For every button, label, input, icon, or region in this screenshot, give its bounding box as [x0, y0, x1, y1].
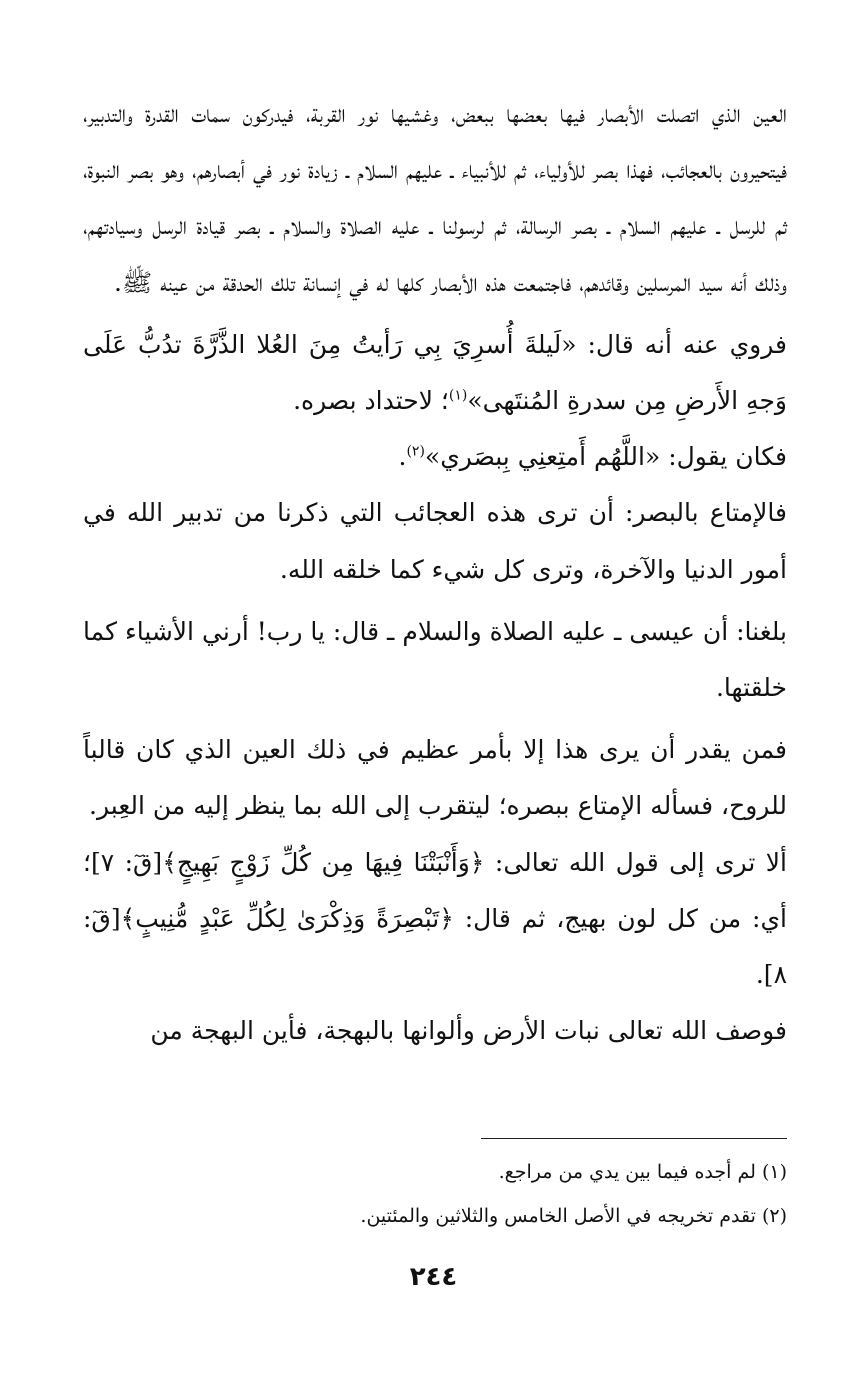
footnote-1-marker: (١) [761, 1161, 787, 1183]
footnote-2-text: تقدم تخريجه في الأصل الخامس والثلاثين والمئتين. [360, 1205, 756, 1227]
footnote-1 [83, 1150, 787, 1194]
footnote-ref-2: (٢) [406, 443, 425, 460]
paragraph-6: فمن يقدر أن يرى هذا إلا بأمر عظيم في ذلك العين الذي كان قالباً للروح، فسأله الإمتاع ببصره؛ ليتقرب إلى الله بما ينظر إليه من العِبر. [83, 735, 787, 821]
paragraph-1: العين الذي اتصلت الأبصار فيها بعضها ببعض، وغشيها نور القربة، فيدركون سمات القدرة والتدبير، فيتحيرون بالعجائب، فهذا بصر للأولياء، ثم للأنبياء ـ عليهم السلام ـ زيادة نور في أبصارهم، وهو بصر النبوة، ثم للرسل ـ عليهم السلام ـ بصر الرسالة، ثم لرسولنا ـ عليه الصلاة والسلام ـ بصر قيادة الرسل وسيادتهم، وذلك أنه سيد المرسلين وقائدهم، فاجتمعت هذه الأبصار كلها له في إنسانة تلك الحدقة من عينه ﷺ. [83, 99, 787, 297]
footnote-2-marker: (٢) [761, 1205, 787, 1227]
page-number: ٢٤٤ [409, 1262, 458, 1292]
main-text [83, 86, 787, 1059]
paragraph-7: ألا ترى إلى قول الله تعالى: ﴿وَأَنْبَتْنَا فِيهَا مِن كُلِّ زَوْجٍ بَهِيجٍ﴾[قٓ: ٧]؛ أي: من كل لون بهيج، ثم قال: ﴿تَبْصِرَةً وَذِكْرَىٰ لِكُلِّ عَبْدٍ مُّنِيبٍ﴾[قٓ: ٨]. [83, 847, 787, 990]
footnote-1-text: لم أجده فيما بين يدي من مراجع. [498, 1161, 756, 1183]
paragraph-8: فوصف الله تعالى نبات الأرض وألوانها بالبهجة، فأين البهجة من [150, 1016, 787, 1046]
paragraph-3-text: فكان يقول: «اللَّهُم أَمتِعنِي بِبصَري» [424, 442, 787, 472]
paragraph-2 [83, 317, 787, 429]
footnote-divider [481, 1138, 787, 1139]
footnote-2 [83, 1194, 787, 1238]
paragraph-2-tail: ؛ لاحتداد بصره. [293, 386, 449, 416]
footnote-ref-1: (١) [448, 387, 468, 404]
paragraph-3 [83, 429, 787, 485]
paragraph-5: بلغنا: أن عيسى ـ عليه الصلاة والسلام ـ قال: يا رب! أرني الأشياء كما خلقتها. [83, 616, 787, 703]
paragraph-4: فالإمتاع بالبصر: أن ترى هذه العجائب التي ذكرنا من تدبير الله في أمور الدنيا والآخرة، وترى كل شيء كما خلقه الله. [83, 498, 787, 584]
footnotes [83, 1150, 787, 1238]
paragraph-2-text: فروي عنه أنه قال: «لَيلةَ أُسرِيَ بِي رَأيتُ مِنَ العُلا الذَّرَّةَ تدُبُّ عَلَى وَجهِ الأَرضِ مِن سدرةِ المُنتَهى» [83, 329, 787, 416]
paragraph-3-tail: . [398, 442, 407, 472]
